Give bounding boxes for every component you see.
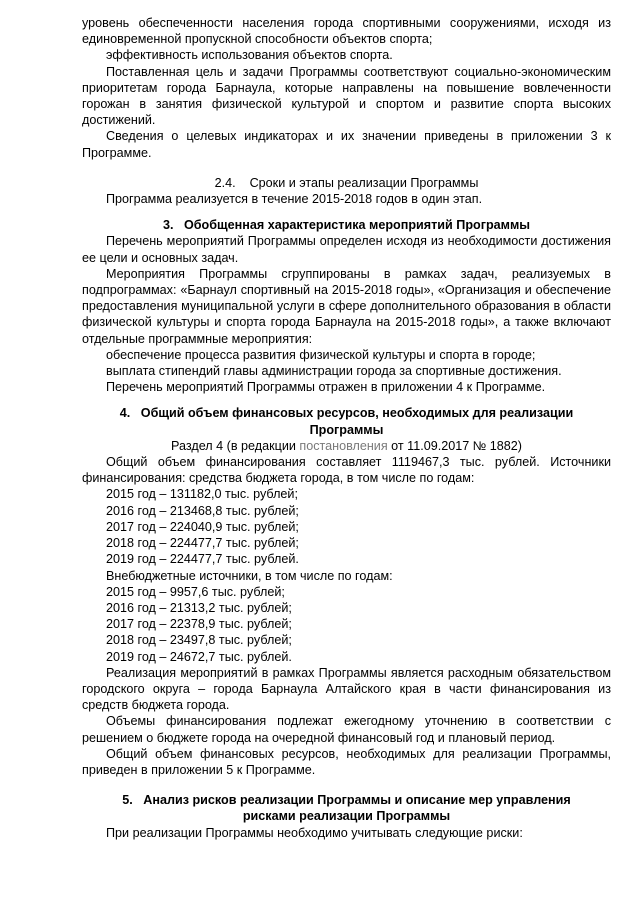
section-4-paragraph-1: Общий объем финансирования составляет 1119467,3 тыс. рублей. Источники финансирования: средства бюджета города, в том числе по годам:	[82, 455, 611, 486]
intro-paragraph-4: Сведения о целевых индикаторах и их значении приведены в приложении 3 к Программе.	[82, 129, 611, 160]
offbudget-year-line: 2015 год – 9957,6 тыс. рублей;	[106, 584, 285, 599]
offbudget-year-line: 2019 год – 24672,7 тыс. рублей.	[106, 649, 292, 664]
edit-note-suffix: от 11.09.2017 № 1882)	[387, 438, 522, 453]
section-2-4-text: Программа реализуется в течение 2015-2018 годов в один этап.	[106, 192, 483, 207]
intro-paragraph-1: уровень обеспеченности населения города спортивными сооружениями, исходя из единовременной пропускной способности объектов спорта;	[82, 16, 611, 47]
section-3-paragraph-1: Перечень мероприятий Программы определен исходя из необходимости достижения ее цели и основных задач.	[82, 234, 611, 265]
section-5-title-line-2: рисками реализации Программы	[242, 809, 451, 824]
offbudget-year-line: 2017 год – 22378,9 тыс. рублей;	[106, 617, 292, 632]
spacer	[82, 778, 611, 792]
section-3-paragraph-3: Перечень мероприятий Программы отражен в приложении 4 к Программе.	[106, 380, 546, 395]
offbudget-title: Внебюджетные источники, в том числе по годам:	[106, 568, 393, 583]
section-3-paragraph-2: Мероприятия Программы сгруппированы в рамках задач, реализуемых в подпрограммах: «Барнаул спортивный на 2015-2018 годы», «Организация и обеспечение предоставления муниципальной услуги в сфере дополнительного образования в области физической культуры и спорта города Барнаула на 2015-2018 годы», а также включают отдельные программные мероприятия:	[82, 266, 611, 346]
spacer	[82, 161, 611, 175]
section-4-title-line-1: 4. Общий объем финансовых ресурсов, необходимых для реализации	[119, 406, 574, 421]
edit-note-prefix: Раздел 4 (в редакции	[171, 438, 300, 453]
budget-year-line: 2015 год – 131182,0 тыс. рублей;	[106, 487, 298, 502]
offbudget-year-line: 2016 год – 21313,2 тыс. рублей;	[106, 600, 292, 615]
offbudget-year-line: 2018 год – 23497,8 тыс. рублей;	[106, 633, 292, 648]
section-3-list-item: обеспечение процесса развития физической культуры и спорта в городе;	[106, 347, 536, 362]
spacer	[82, 207, 611, 217]
budget-year-line: 2019 год – 224477,7 тыс. рублей.	[106, 552, 299, 567]
budget-year-line: 2017 год – 224040,9 тыс. рублей;	[106, 519, 299, 534]
document-page	[82, 15, 611, 841]
section-4-paragraph-4: Общий объем финансовых ресурсов, необходимых для реализации Программы, приведен в приложении 5 к Программе.	[82, 746, 611, 777]
section-5-paragraph-1: При реализации Программы необходимо учитывать следующие риски:	[106, 825, 523, 840]
section-4-paragraph-2: Реализация мероприятий в рамках Программы является расходным обязательством городского округа – города Барнаула Алтайского края в части финансирования из средств бюджета города.	[82, 665, 611, 713]
budget-year-line: 2016 год – 213468,8 тыс. рублей;	[106, 503, 299, 518]
section-3-title: 3. Обобщенная характеристика мероприятий Программы	[162, 218, 531, 233]
spacer	[82, 395, 611, 405]
section-4-paragraph-3: Объемы финансирования подлежат ежегодному уточнению в соответствии с решением о бюджете города на очередной финансовый год и плановый период.	[82, 714, 611, 745]
section-2-4-title: 2.4. Сроки и этапы реализации Программы	[214, 175, 479, 190]
intro-paragraph-3: Поставленная цель и задачи Программы соответствуют социально-экономическим приоритетам города Барнаула, которые направлены на повышение вовлеченности горожан в занятия физической культурой и спортом и развитие спорта высоких достижений.	[82, 64, 611, 128]
intro-paragraph-2: эффективность использования объектов спорта.	[106, 48, 393, 63]
decree-link[interactable]: постановления	[299, 438, 388, 453]
section-4-title-line-2: Программы	[309, 422, 384, 437]
section-4-edit-note	[82, 438, 611, 454]
section-3-list-item: выплата стипендий главы администрации города за спортивные достижения.	[106, 364, 562, 379]
section-5-title-line-1: 5. Анализ рисков реализации Программы и описание мер управления	[122, 793, 571, 808]
budget-year-line: 2018 год – 224477,7 тыс. рублей;	[106, 536, 299, 551]
